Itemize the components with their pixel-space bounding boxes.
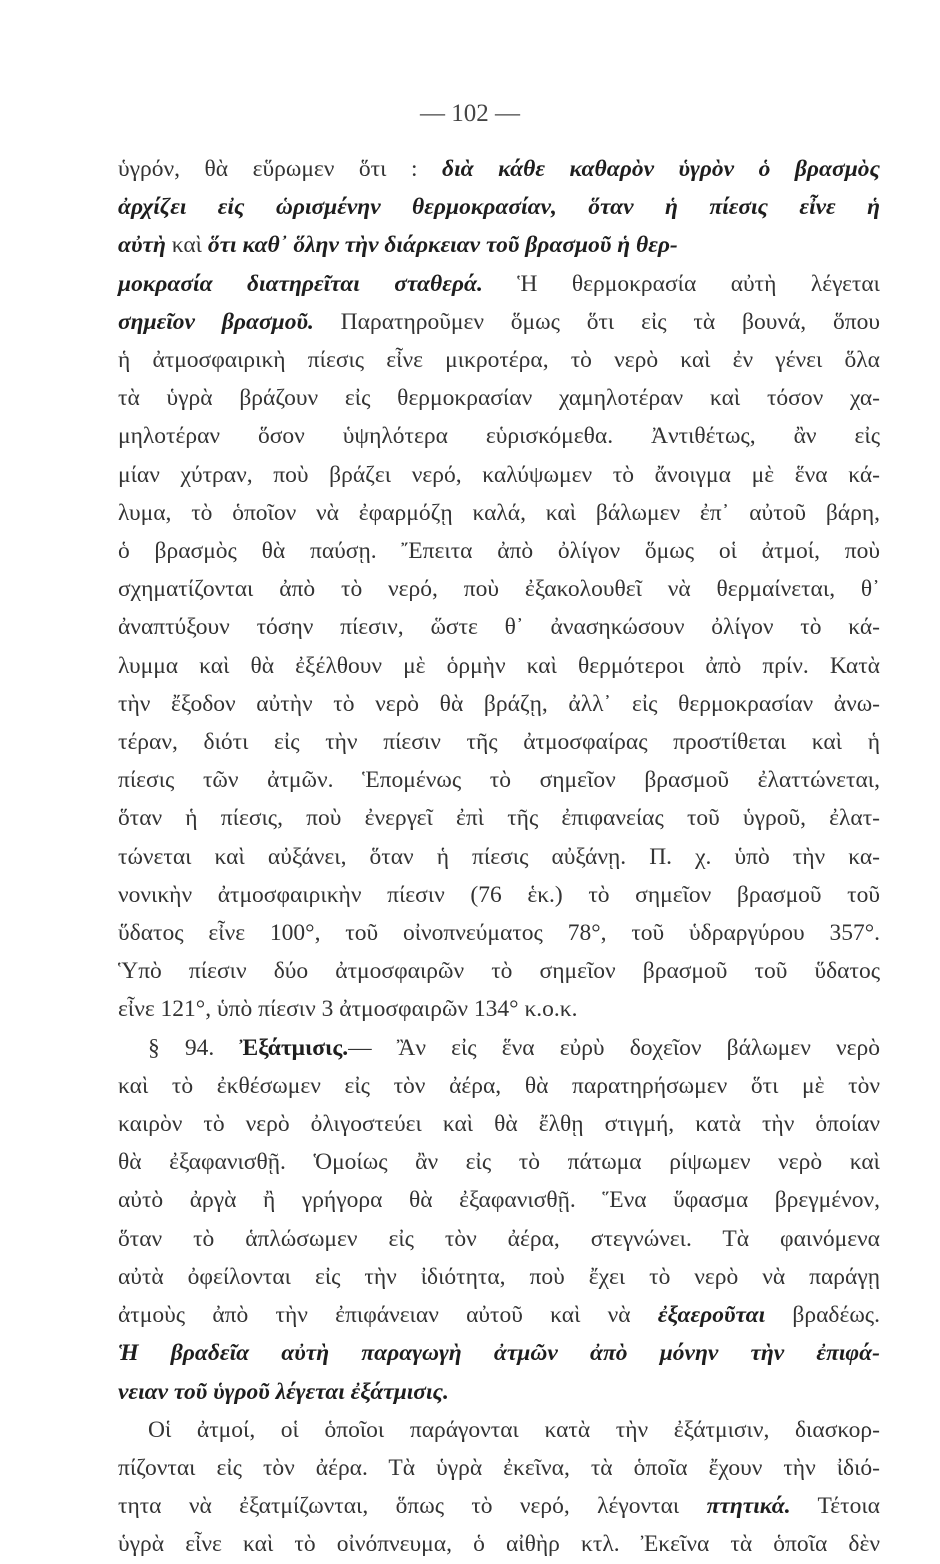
emphasis-text: σημεῖον βρασμοῦ. bbox=[118, 308, 314, 335]
text-line bbox=[118, 456, 880, 494]
text-line bbox=[118, 838, 880, 876]
text-line bbox=[118, 990, 880, 1028]
text-line bbox=[118, 303, 880, 341]
emphasis-text: ὅτι καθ᾽ ὅλην τὴν διάρκειαν τοῦ βρασμοῦ ἡ θερ- bbox=[207, 232, 678, 259]
text-span: § 94. bbox=[148, 1034, 240, 1061]
text-span: ἀναπτύξουν τόσην πίεσιν, ὥστε θ᾽ ἀνασηκώσουν ὀλίγον τὸ κά- bbox=[118, 614, 880, 641]
text-span: ὕδατος εἶνε 100°, τοῦ οἰνοπνεύματος 78°, τοῦ ὑδραργύρου 357°. bbox=[118, 920, 880, 947]
text-line bbox=[118, 914, 880, 952]
text-span: ὑγρὰ εἶνε καὶ τὸ οἰνόπνευμα, ὁ αἰθὴρ κτλ. Ἐκεῖνα τὰ ὁποῖα δὲν bbox=[118, 1531, 880, 1558]
text-line bbox=[118, 265, 880, 303]
text-line bbox=[118, 379, 880, 417]
text-line bbox=[118, 1334, 880, 1372]
text-span: λυμα, τὸ ὁποῖον νὰ ἐφαρμόζῃ καλά, καὶ βάλωμεν ἐπ᾽ αὐτοῦ βάρη, bbox=[118, 499, 880, 526]
text-line bbox=[118, 1258, 880, 1296]
text-span: αὐτὸ ἀργὰ ἢ γρήγορα θὰ ἐξαφανισθῇ. Ἕνα ὕφασμα βρεγμένον, bbox=[118, 1187, 880, 1214]
text-span: ὅταν τὸ ἁπλώσωμεν εἰς τὸν ἀέρα, στεγνώνει. Τὰ φαινόμενα bbox=[118, 1225, 880, 1252]
emphasis-text: μοκρασία διατηρεῖται σταθερά. bbox=[118, 270, 483, 297]
text-line bbox=[118, 1181, 880, 1219]
text-span: Ὑπὸ πίεσιν δύο ἀτμοσφαιρῶν τὸ σημεῖον βρασμοῦ τοῦ ὕδατος bbox=[118, 958, 880, 985]
text-line bbox=[118, 761, 880, 799]
text-line bbox=[118, 647, 880, 685]
text-span: αὐτὰ ὀφείλονται εἰς τὴν ἰδιότητα, ποὺ ἔχει τὸ νερὸ νὰ παράγῃ bbox=[118, 1263, 880, 1290]
emphasis-text: νειαν τοῦ ὑγροῦ λέγεται ἐξάτμισις. bbox=[118, 1378, 449, 1405]
emphasis-text: διὰ κάθε καθαρὸν ὑγρὸν ὁ βρασμὸς bbox=[442, 156, 881, 182]
text-line bbox=[118, 608, 880, 646]
text-line bbox=[118, 1373, 880, 1411]
text-span: ὅταν ἡ πίεσις, ποὺ ἐνεργεῖ ἐπὶ τῆς ἐπιφανείας τοῦ ὑγροῦ, ἐλατ- bbox=[118, 805, 880, 832]
page-number: — 102 — bbox=[420, 100, 520, 127]
text-line bbox=[118, 685, 880, 723]
text-span: βραδέως. bbox=[765, 1302, 880, 1329]
text-span: καὶ bbox=[165, 232, 208, 259]
emphasis-text: αὐτὴ bbox=[118, 232, 166, 259]
text-line bbox=[118, 1411, 880, 1449]
text-line bbox=[118, 417, 880, 455]
section-heading: Ἐξάτμισις. bbox=[239, 1034, 349, 1061]
text-line bbox=[118, 226, 880, 264]
text-line bbox=[118, 1296, 880, 1334]
text-span: Τέτοια bbox=[790, 1493, 880, 1520]
emphasis-text: ἐξαεροῦται bbox=[657, 1302, 766, 1329]
text-span: πίζονται εἰς τὸν ἀέρα. Τὰ ὑγρὰ ἐκεῖνα, τὰ ὁποῖα ἔχουν τὴν ἰδιό- bbox=[118, 1454, 880, 1481]
text-line bbox=[118, 1449, 880, 1487]
text-line bbox=[118, 1487, 880, 1525]
text-span: τώνεται καὶ αὐξάνει, ὅταν ἡ πίεσις αὐξάνῃ. Π. χ. ὑπὸ τὴν κα- bbox=[118, 843, 880, 870]
text-span: ἡ ἀτμοσφαιρικὴ πίεσις εἶνε μικροτέρα, τὸ νερὸ καὶ ἐν γένει ὅλα bbox=[118, 347, 880, 374]
text-line bbox=[118, 1143, 880, 1181]
text-line bbox=[118, 494, 880, 532]
text-span: τὰ ὑγρὰ βράζουν εἰς θερμοκρασίαν χαμηλοτέραν καὶ τόσον χα- bbox=[118, 385, 880, 412]
text-line bbox=[118, 1525, 880, 1563]
text-line bbox=[118, 1105, 880, 1143]
emphasis-text: πτητικά. bbox=[706, 1493, 791, 1520]
text-line bbox=[118, 876, 880, 914]
text-span: εἶνε 121°, ὑπὸ πίεσιν 3 ἀτμοσφαιρῶν 134° κ.ο.κ. bbox=[118, 996, 578, 1023]
text-line bbox=[118, 532, 880, 570]
text-span: πίεσις τῶν ἀτμῶν. Ἑπομένως τὸ σημεῖον βρασμοῦ ἐλαττώνεται, bbox=[118, 767, 880, 794]
text-span: ὁ βρασμὸς θὰ παύσῃ. Ἔπειτα ἀπὸ ὀλίγον ὅμως οἱ ἀτμοί, ποὺ bbox=[118, 538, 880, 565]
text-span: — Ἂν εἰς ἕνα εὐρὺ δοχεῖον βάλωμεν νερὸ bbox=[348, 1034, 880, 1061]
text-line bbox=[118, 188, 880, 226]
text-line bbox=[118, 952, 880, 990]
text-span: καιρὸν τὸ νερὸ ὀλιγοστεύει καὶ θὰ ἔλθῃ στιγμή, κατὰ τὴν ὁποίαν bbox=[118, 1111, 880, 1138]
text-span: τητα νὰ ἐξατμίζωνται, ὅπως τὸ νερό, λέγονται bbox=[118, 1493, 707, 1520]
text-span: θὰ ἐξαφανισθῇ. Ὁμοίως ἂν εἰς τὸ πάτωμα ρίψωμεν νερὸ καὶ bbox=[118, 1149, 880, 1176]
text-span: μίαν χύτραν, ποὺ βράζει νερό, καλύψωμεν τὸ ἄνοιγμα μὲ ἕνα κά- bbox=[118, 461, 880, 488]
text-span: Ἡ θερμοκρασία αὐτὴ λέγεται bbox=[482, 270, 881, 297]
text-line bbox=[118, 723, 880, 761]
text-line bbox=[118, 150, 880, 188]
text-span: Οἱ ἀτμοί, οἱ ὁποῖοι παράγονται κατὰ τὴν ἐξάτμισιν, διασκορ- bbox=[148, 1416, 880, 1443]
text-line bbox=[118, 799, 880, 837]
text-line bbox=[118, 341, 880, 379]
text-span: νονικὴν ἀτμοσφαιρικὴν πίεσιν (76 ἑκ.) τὸ σημεῖον βρασμοῦ τοῦ bbox=[118, 881, 880, 908]
text-span: ὑγρόν, θὰ εὕρωμεν ὅτι : bbox=[118, 156, 443, 182]
text-span: λυμμα καὶ θὰ ἐξέλθουν μὲ ὁρμὴν καὶ θερμότεροι ἀπὸ πρίν. Κατὰ bbox=[118, 652, 880, 679]
emphasis-text: ἀρχίζει εἰς ὡρισμένην θερμοκρασίαν, ὅταν ἡ πίεσις εἶνε ἡ bbox=[118, 194, 880, 221]
text-line bbox=[118, 1067, 880, 1105]
text-span: μηλοτέραν ὅσον ὑψηλότερα εὑρισκόμεθα. Ἀντιθέτως, ἂν εἰς bbox=[118, 423, 880, 450]
text-line bbox=[118, 1029, 880, 1067]
text-span: καὶ τὸ ἐκθέσωμεν εἰς τὸν ἀέρα, θὰ παρατηρήσωμεν ὅτι μὲ τὸν bbox=[118, 1072, 880, 1099]
text-line bbox=[118, 570, 880, 608]
body-text bbox=[118, 150, 880, 1564]
text-line bbox=[118, 1220, 880, 1258]
text-span: σχηματίζονται ἀπὸ τὸ νερό, ποὺ ἐξακολουθεῖ νὰ θερμαίνεται, θ᾽ bbox=[118, 576, 880, 603]
emphasis-text: Ἡ βραδεῖα αὐτὴ παραγωγὴ ἀτμῶν ἀπὸ μόνην τὴν ἐπιφά- bbox=[118, 1340, 880, 1367]
text-span: τέραν, διότι εἰς τὴν πίεσιν τῆς ἀτμοσφαίρας προστίθεται καὶ ἡ bbox=[118, 729, 880, 756]
text-span: τὴν ἔξοδον αὐτὴν τὸ νερὸ θὰ βράζῃ, ἀλλ᾽ εἰς θερμοκρασίαν ἀνω- bbox=[118, 690, 880, 717]
text-span: ἀτμοὺς ἀπὸ τὴν ἐπιφάνειαν αὐτοῦ καὶ νὰ bbox=[118, 1302, 658, 1329]
text-span: Παρατηροῦμεν ὅμως ὅτι εἰς τὰ βουνά, ὅπου bbox=[313, 308, 881, 335]
